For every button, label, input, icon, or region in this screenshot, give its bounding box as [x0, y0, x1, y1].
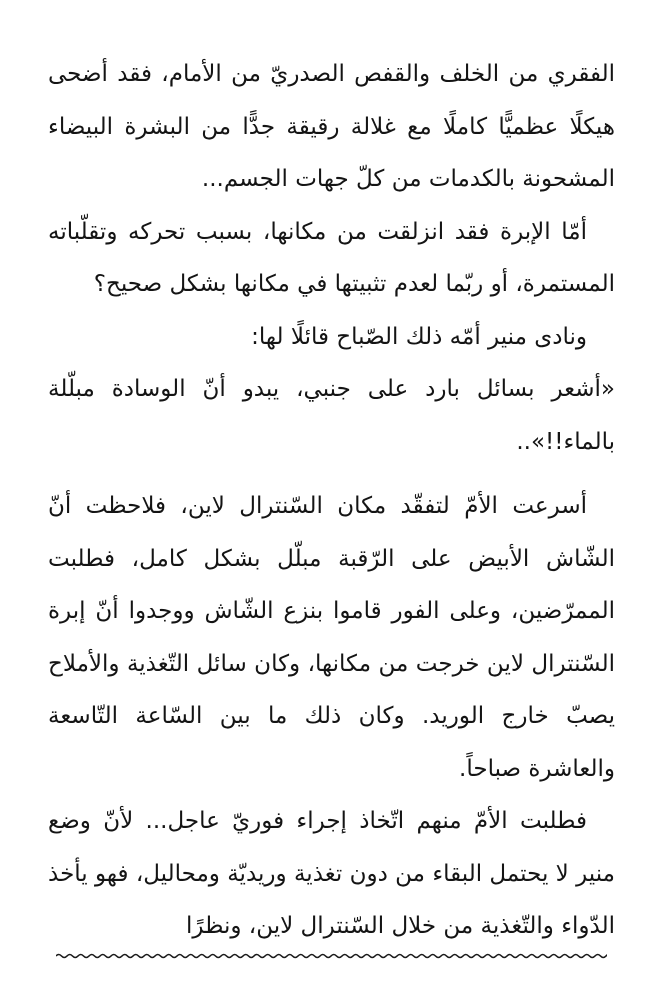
- paragraph-4-quote: «أشعر بسائل بارد على جنبي، يبدو أنّ الوسادة مبلّلة بالماء!!»..: [48, 376, 615, 455]
- paragraph-2: أمّا الإبرة فقد انزلقت من مكانها، بسبب تحركه وتقلّباته المستمرة، أو ربّما لعدم تثبيتها في مكانها بشكل صحيح؟: [48, 218, 615, 297]
- paragraph-3: ونادى منير أمّه ذلك الصّباح قائلًا لها:: [251, 323, 587, 350]
- paragraph-1: الفقري من الخلف والقفص الصدريّ من الأمام، فقد أضحى هيكلًا عظميًّا كاملًا مع غلالة رقيقة جدًّا من البشرة البيضاء المشحونة بالكدمات من كلّ جهات الجسم...: [48, 61, 615, 192]
- page-body: [48, 48, 615, 953]
- paragraph-gap: [48, 468, 615, 480]
- paragraph-5: أسرعت الأمّ لتفقّد مكان السّنترال لاين، فلاحظت أنّ الشّاش الأبيض على الرّقبة مبلّل بشكل كامل، فطلبت الممرّضين، وعلى الفور قاموا بنزع الشّاش ووجدوا أنّ إبرة السّنترال لاين خرجت من مكانها، وكان سائل التّغذية والأملاح يصبّ خارج الوريد. وكان ذلك ما بين السّاعة التّاسعة والعاشرة صباحاً.: [48, 493, 615, 782]
- paragraph-6: فطلبت الأمّ منهم اتّخاذ إجراء فوريّ عاجل... لأنّ وضع منير لا يحتمل البقاء من دون تغذية وريديّة ومحاليل، فهو يأخذ الدّواء والتّغذية من خلال السّنترال لاين، ونظرًا: [48, 808, 615, 939]
- wavy-divider: [56, 950, 607, 962]
